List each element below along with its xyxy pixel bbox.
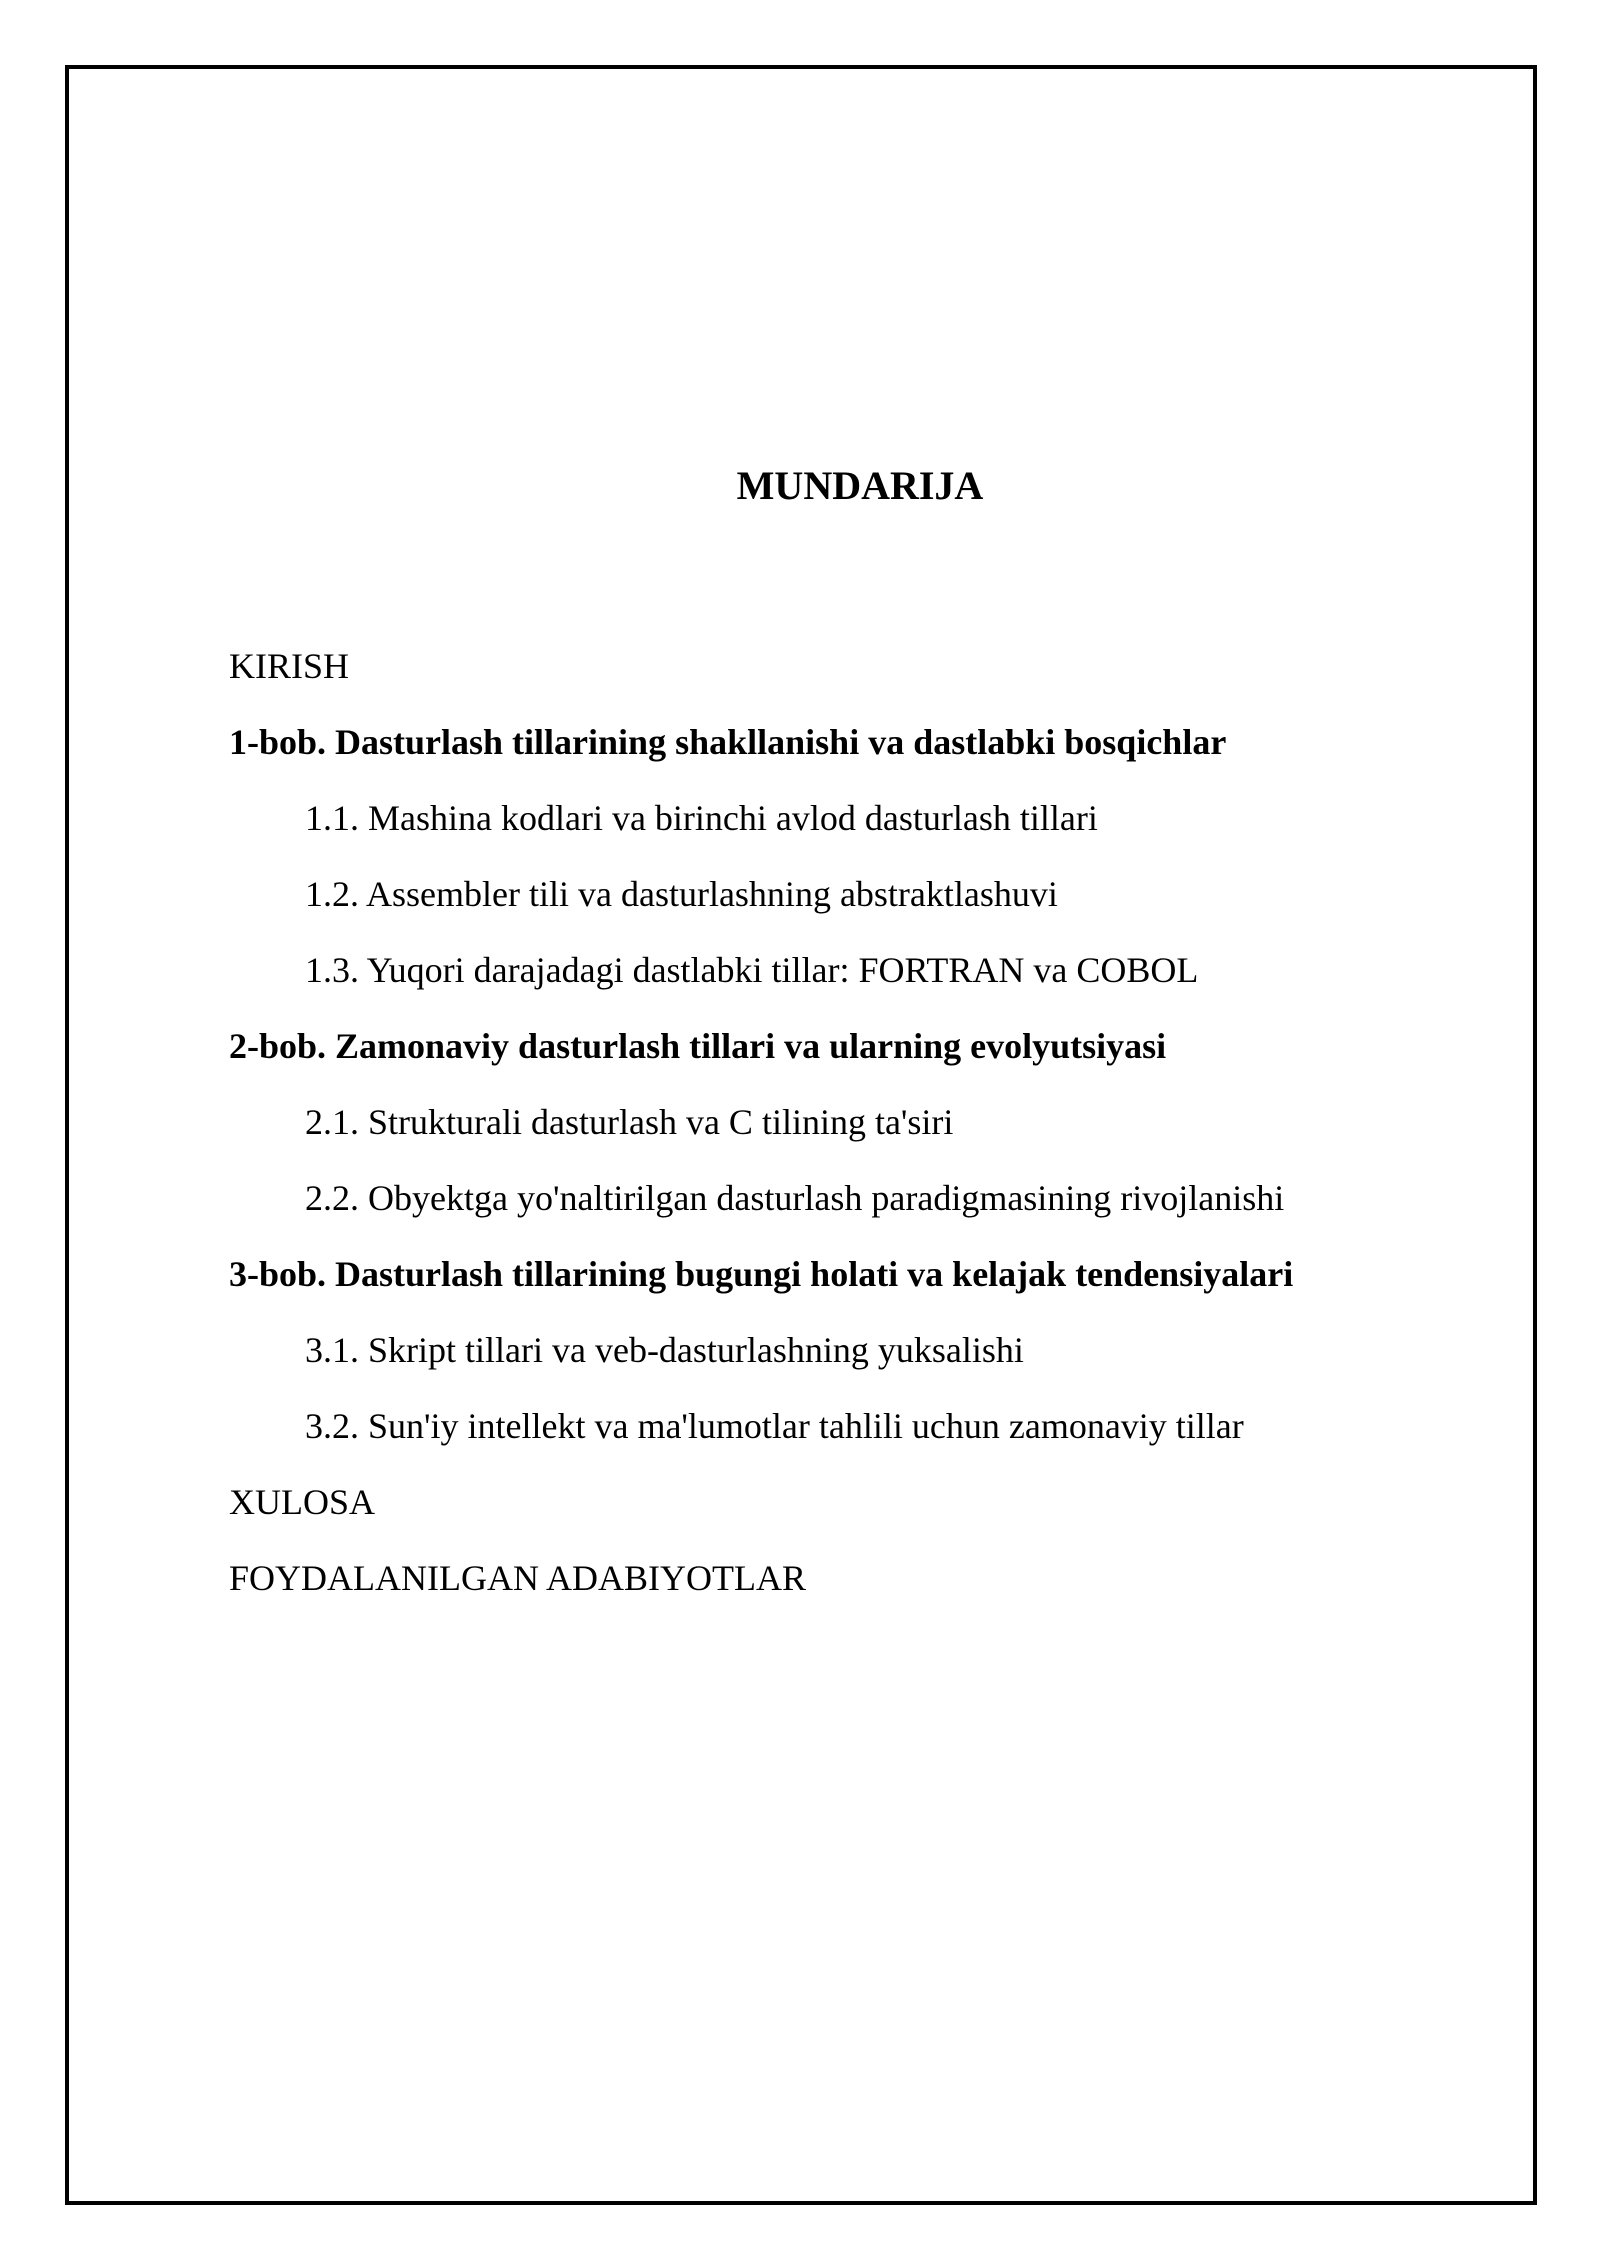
toc-chapter-2: 2-bob. Zamonaviy dasturlash tillari va ularning evolyutsiyasi — [229, 1026, 1167, 1066]
toc-section-3-1: 3.1. Skript tillari va veb-dasturlashning yuksalishi — [305, 1330, 1024, 1370]
toc-entry-introduction: KIRISH — [229, 646, 350, 686]
toc-chapter-3: 3-bob. Dasturlash tillarining bugungi holati va kelajak tendensiyalari — [229, 1254, 1294, 1294]
toc-section-2-2: 2.2. Obyektga yo'naltirilgan dasturlash paradigmasining rivojlanishi — [305, 1178, 1285, 1218]
toc-section-1-3: 1.3. Yuqori darajadagi dastlabki tillar: FORTRAN va COBOL — [305, 950, 1199, 990]
table-of-contents — [229, 638, 1449, 1626]
page-title: MUNDARIJA — [736, 463, 984, 508]
toc-chapter-1: 1-bob. Dasturlash tillarining shakllanishi va dastlabki bosqichlar — [229, 722, 1227, 762]
toc-section-2-1: 2.1. Strukturali dasturlash va C tilining ta'siri — [305, 1102, 954, 1142]
toc-entry-references: FOYDALANILGAN ADABIYOTLAR — [229, 1558, 806, 1598]
toc-section-3-2: 3.2. Sun'iy intellekt va ma'lumotlar tahlili uchun zamonaviy tillar — [305, 1406, 1244, 1446]
toc-section-1-2: 1.2. Assembler tili va dasturlashning abstraktlashuvi — [305, 874, 1058, 914]
toc-entry-conclusion: XULOSA — [229, 1482, 376, 1522]
toc-section-1-1: 1.1. Mashina kodlari va birinchi avlod dasturlash tillari — [305, 798, 1098, 838]
